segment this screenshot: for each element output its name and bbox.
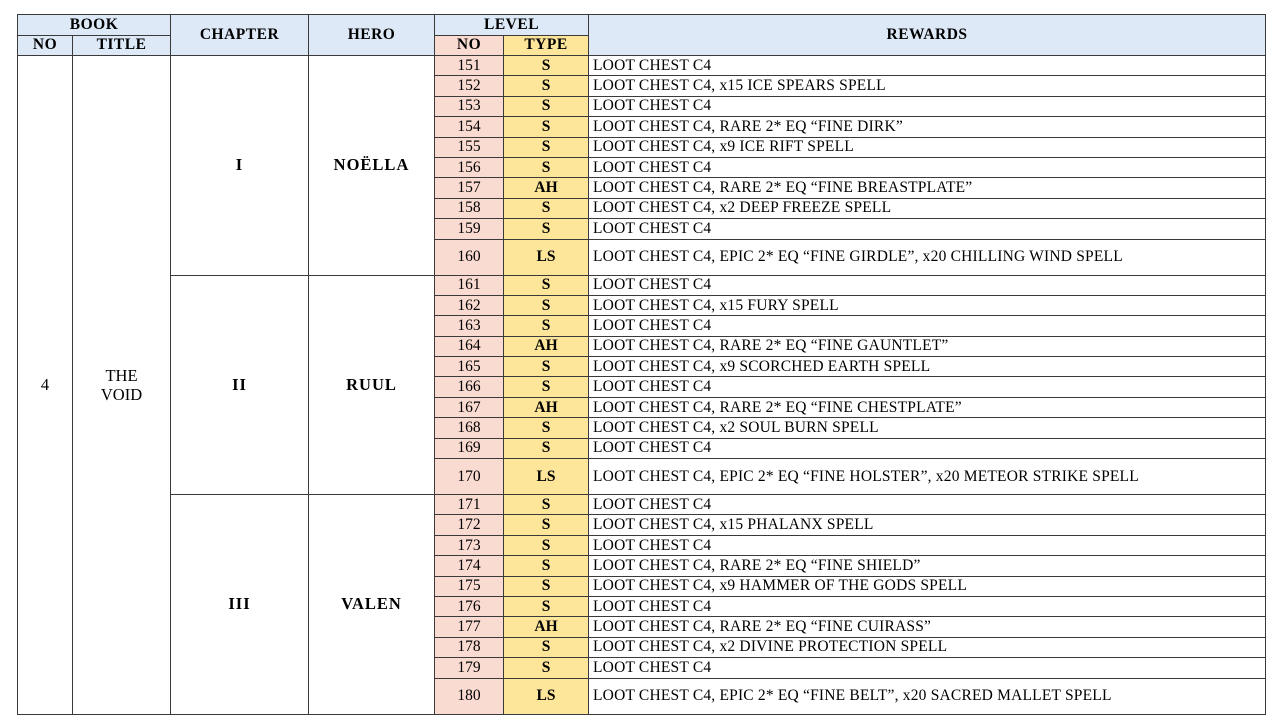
level-number-cell: 180 bbox=[435, 678, 504, 714]
hero-cell: NOËLLA bbox=[309, 56, 435, 276]
level-type-cell: S bbox=[504, 357, 589, 377]
header-book: BOOK bbox=[18, 15, 171, 36]
level-type-cell: S bbox=[504, 198, 589, 218]
reward-cell: LOOT CHEST C4 bbox=[589, 219, 1266, 239]
reward-cell: LOOT CHEST C4 bbox=[589, 535, 1266, 555]
reward-cell: LOOT CHEST C4 bbox=[589, 96, 1266, 116]
header-book-title: TITLE bbox=[73, 35, 171, 56]
reward-cell: LOOT CHEST C4, x9 SCORCHED EARTH SPELL bbox=[589, 357, 1266, 377]
reward-cell: LOOT CHEST C4, x15 PHALANX SPELL bbox=[589, 515, 1266, 535]
level-type-cell: S bbox=[504, 96, 589, 116]
reward-cell: LOOT CHEST C4, RARE 2* EQ “FINE DIRK” bbox=[589, 117, 1266, 137]
reward-cell: LOOT CHEST C4 bbox=[589, 316, 1266, 336]
level-type-cell: S bbox=[504, 637, 589, 657]
book-number-cell: 4 bbox=[18, 56, 73, 715]
header-chapter: CHAPTER bbox=[171, 15, 309, 56]
header-rewards: REWARDS bbox=[589, 15, 1266, 56]
reward-cell: LOOT CHEST C4 bbox=[589, 438, 1266, 458]
chapter-cell: II bbox=[171, 275, 309, 495]
level-number-cell: 177 bbox=[435, 617, 504, 637]
reward-cell: LOOT CHEST C4, x2 DIVINE PROTECTION SPELL bbox=[589, 637, 1266, 657]
header-level-no: NO bbox=[435, 35, 504, 56]
rewards-table bbox=[17, 14, 1266, 715]
hero-cell: VALEN bbox=[309, 495, 435, 715]
level-type-cell: S bbox=[504, 316, 589, 336]
level-type-cell: S bbox=[504, 137, 589, 157]
level-number-cell: 165 bbox=[435, 357, 504, 377]
reward-cell: LOOT CHEST C4, EPIC 2* EQ “FINE GIRDLE”, x20 CHILLING WIND SPELL bbox=[589, 239, 1266, 275]
level-type-cell: S bbox=[504, 495, 589, 515]
level-type-cell: LS bbox=[504, 239, 589, 275]
reward-cell: LOOT CHEST C4, RARE 2* EQ “FINE BREASTPLATE” bbox=[589, 178, 1266, 198]
level-type-cell: S bbox=[504, 658, 589, 678]
level-type-cell: S bbox=[504, 418, 589, 438]
reward-cell: LOOT CHEST C4, x9 HAMMER OF THE GODS SPELL bbox=[589, 576, 1266, 596]
level-number-cell: 156 bbox=[435, 157, 504, 177]
level-type-cell: AH bbox=[504, 397, 589, 417]
level-type-cell: S bbox=[504, 295, 589, 315]
table-body bbox=[18, 56, 1266, 715]
chapter-cell: I bbox=[171, 56, 309, 276]
book-title-cell: THE VOID bbox=[73, 56, 171, 715]
table-row bbox=[18, 275, 1266, 295]
reward-cell: LOOT CHEST C4, EPIC 2* EQ “FINE BELT”, x20 SACRED MALLET SPELL bbox=[589, 678, 1266, 714]
level-number-cell: 172 bbox=[435, 515, 504, 535]
level-type-cell: S bbox=[504, 219, 589, 239]
level-number-cell: 160 bbox=[435, 239, 504, 275]
level-number-cell: 159 bbox=[435, 219, 504, 239]
level-number-cell: 161 bbox=[435, 275, 504, 295]
table-header bbox=[18, 15, 1266, 56]
level-number-cell: 176 bbox=[435, 596, 504, 616]
level-type-cell: S bbox=[504, 56, 589, 76]
level-number-cell: 158 bbox=[435, 198, 504, 218]
reward-cell: LOOT CHEST C4, RARE 2* EQ “FINE CHESTPLATE” bbox=[589, 397, 1266, 417]
level-number-cell: 154 bbox=[435, 117, 504, 137]
reward-cell: LOOT CHEST C4 bbox=[589, 658, 1266, 678]
level-type-cell: S bbox=[504, 515, 589, 535]
level-number-cell: 174 bbox=[435, 556, 504, 576]
header-level-type: TYPE bbox=[504, 35, 589, 56]
level-number-cell: 171 bbox=[435, 495, 504, 515]
header-book-no: NO bbox=[18, 35, 73, 56]
level-type-cell: S bbox=[504, 157, 589, 177]
level-number-cell: 169 bbox=[435, 438, 504, 458]
table-row bbox=[18, 56, 1266, 76]
level-type-cell: S bbox=[504, 377, 589, 397]
reward-cell: LOOT CHEST C4 bbox=[589, 157, 1266, 177]
hero-cell: RUUL bbox=[309, 275, 435, 495]
header-level: LEVEL bbox=[435, 15, 589, 36]
reward-cell: LOOT CHEST C4, x2 DEEP FREEZE SPELL bbox=[589, 198, 1266, 218]
level-type-cell: LS bbox=[504, 459, 589, 495]
reward-cell: LOOT CHEST C4 bbox=[589, 596, 1266, 616]
level-type-cell: AH bbox=[504, 336, 589, 356]
reward-cell: LOOT CHEST C4, RARE 2* EQ “FINE GAUNTLET” bbox=[589, 336, 1266, 356]
level-type-cell: S bbox=[504, 535, 589, 555]
level-number-cell: 167 bbox=[435, 397, 504, 417]
level-number-cell: 173 bbox=[435, 535, 504, 555]
reward-cell: LOOT CHEST C4, EPIC 2* EQ “FINE HOLSTER”, x20 METEOR STRIKE SPELL bbox=[589, 459, 1266, 495]
level-number-cell: 157 bbox=[435, 178, 504, 198]
reward-cell: LOOT CHEST C4 bbox=[589, 275, 1266, 295]
level-type-cell: S bbox=[504, 438, 589, 458]
reward-cell: LOOT CHEST C4, x2 SOUL BURN SPELL bbox=[589, 418, 1266, 438]
level-number-cell: 175 bbox=[435, 576, 504, 596]
header-hero: HERO bbox=[309, 15, 435, 56]
reward-cell: LOOT CHEST C4 bbox=[589, 377, 1266, 397]
level-number-cell: 152 bbox=[435, 76, 504, 96]
level-type-cell: AH bbox=[504, 617, 589, 637]
level-number-cell: 153 bbox=[435, 96, 504, 116]
level-number-cell: 151 bbox=[435, 56, 504, 76]
level-number-cell: 163 bbox=[435, 316, 504, 336]
level-type-cell: S bbox=[504, 596, 589, 616]
level-type-cell: S bbox=[504, 556, 589, 576]
level-number-cell: 179 bbox=[435, 658, 504, 678]
level-type-cell: LS bbox=[504, 678, 589, 714]
level-type-cell: S bbox=[504, 275, 589, 295]
reward-cell: LOOT CHEST C4, x15 FURY SPELL bbox=[589, 295, 1266, 315]
chapter-cell: III bbox=[171, 495, 309, 715]
reward-cell: LOOT CHEST C4, RARE 2* EQ “FINE CUIRASS” bbox=[589, 617, 1266, 637]
reward-cell: LOOT CHEST C4 bbox=[589, 495, 1266, 515]
reward-cell: LOOT CHEST C4, x15 ICE SPEARS SPELL bbox=[589, 76, 1266, 96]
level-number-cell: 164 bbox=[435, 336, 504, 356]
table-row bbox=[18, 495, 1266, 515]
level-number-cell: 178 bbox=[435, 637, 504, 657]
level-number-cell: 168 bbox=[435, 418, 504, 438]
reward-cell: LOOT CHEST C4, RARE 2* EQ “FINE SHIELD” bbox=[589, 556, 1266, 576]
level-type-cell: S bbox=[504, 76, 589, 96]
level-number-cell: 170 bbox=[435, 459, 504, 495]
level-type-cell: S bbox=[504, 117, 589, 137]
level-type-cell: AH bbox=[504, 178, 589, 198]
reward-cell: LOOT CHEST C4 bbox=[589, 56, 1266, 76]
reward-cell: LOOT CHEST C4, x9 ICE RIFT SPELL bbox=[589, 137, 1266, 157]
level-type-cell: S bbox=[504, 576, 589, 596]
level-number-cell: 162 bbox=[435, 295, 504, 315]
level-number-cell: 166 bbox=[435, 377, 504, 397]
level-number-cell: 155 bbox=[435, 137, 504, 157]
